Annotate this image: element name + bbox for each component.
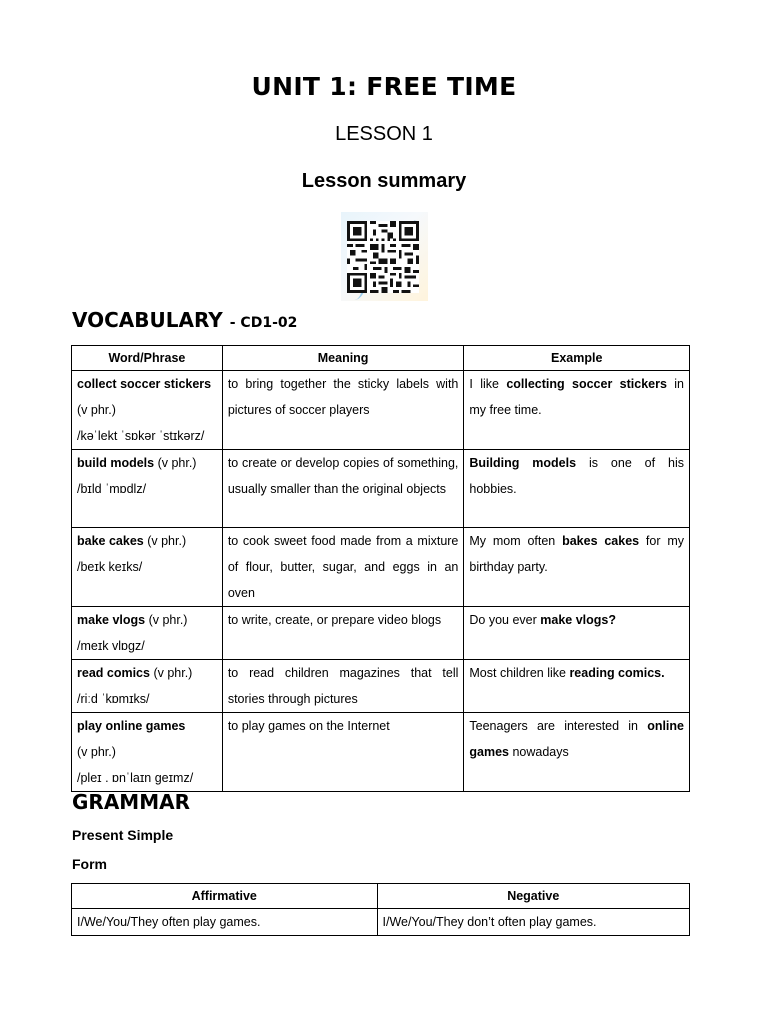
- part-of-speech: (v phr.): [154, 456, 197, 470]
- vocabulary-heading-text: VOCABULARY: [72, 308, 223, 332]
- word-cell: [72, 713, 223, 792]
- column-header-affirmative: Affirmative: [72, 884, 378, 909]
- vocabulary-table: [71, 345, 690, 792]
- table-row: [72, 371, 690, 450]
- table-header-row: [72, 884, 690, 909]
- part-of-speech: (v phr.): [77, 403, 116, 417]
- qr-code-image[interactable]: [341, 212, 428, 301]
- unit-title: UNIT 1: FREE TIME: [251, 72, 517, 101]
- meaning-cell: to create or develop copies of something, usually smaller than the original objects: [222, 450, 464, 528]
- word-cell: [72, 660, 223, 713]
- part-of-speech: (v phr.): [77, 745, 116, 759]
- summary-title: Lesson summary: [301, 170, 467, 192]
- word-cell: [72, 607, 223, 660]
- meaning-cell: to play games on the Internet: [222, 713, 464, 792]
- table-row: [72, 607, 690, 660]
- part-of-speech: (v phr.): [143, 534, 187, 548]
- table-header-row: [72, 346, 690, 371]
- meaning-cell: to bring together the sticky labels with pictures of soccer players: [222, 371, 464, 450]
- phonetic-transcription: /beɪk keɪks/: [77, 560, 143, 574]
- example-cell: I like collecting soccer stickers in my free time.: [464, 371, 690, 450]
- phonetic-transcription: /kəˈlekt ˈsɒkər ˈstɪkərz/: [77, 429, 205, 443]
- phonetic-transcription: /bɪld ˈmɒdlz/: [77, 482, 147, 496]
- example-cell: Do you ever make vlogs?: [464, 607, 690, 660]
- column-header-example: Example: [464, 346, 690, 371]
- table-row: [72, 909, 690, 936]
- table-row: [72, 528, 690, 607]
- example-cell: Teenagers are interested in online games nowadays: [464, 713, 690, 792]
- column-header-meaning: Meaning: [222, 346, 464, 371]
- form-label: Form: [72, 856, 107, 872]
- word-term: read comics: [77, 666, 150, 680]
- part-of-speech: (v phr.): [149, 666, 193, 680]
- word-term: collect soccer stickers: [77, 377, 212, 391]
- word-term: make vlogs: [77, 613, 146, 627]
- grammar-subheading: Present Simple: [72, 827, 174, 843]
- word-cell: [72, 450, 223, 528]
- affirmative-cell: I/We/You/They often play games.: [72, 909, 378, 936]
- vocabulary-heading: [72, 308, 297, 332]
- word-cell: [72, 528, 223, 607]
- grammar-heading: GRAMMAR: [72, 790, 190, 814]
- word-term: build models: [77, 456, 155, 470]
- qr-code-icon: [347, 221, 419, 293]
- table-row: [72, 660, 690, 713]
- word-term: bake cakes: [77, 534, 144, 548]
- example-cell: Most children like reading comics.: [464, 660, 690, 713]
- lesson-title: LESSON 1: [335, 123, 433, 145]
- table-row: [72, 450, 690, 528]
- negative-cell: I/We/You/They don’t often play games.: [377, 909, 690, 936]
- part-of-speech: (v phr.): [145, 613, 188, 627]
- column-header-negative: Negative: [377, 884, 690, 909]
- table-row: [72, 713, 690, 792]
- meaning-cell: to write, create, or prepare video blogs: [222, 607, 464, 660]
- phonetic-transcription: /riːd ˈkɒmɪks/: [77, 692, 150, 706]
- column-header-word: Word/Phrase: [72, 346, 223, 371]
- audio-track-code: - CD1-02: [229, 315, 298, 331]
- meaning-cell: to read children magazines that tell stories through pictures: [222, 660, 464, 713]
- word-cell: [72, 371, 223, 450]
- grammar-form-table: [71, 883, 690, 936]
- example-cell: Building models is one of his hobbies.: [464, 450, 690, 528]
- example-cell: My mom often bakes cakes for my birthday party.: [464, 528, 690, 607]
- phonetic-transcription: /meɪk vlɒgz/: [77, 639, 145, 653]
- word-term: play online games: [77, 719, 186, 733]
- meaning-cell: to cook sweet food made from a mixture of flour, butter, sugar, and eggs in an oven: [222, 528, 464, 607]
- phonetic-transcription: /pleɪ . ɒnˈlaɪn geɪmz/: [77, 771, 194, 785]
